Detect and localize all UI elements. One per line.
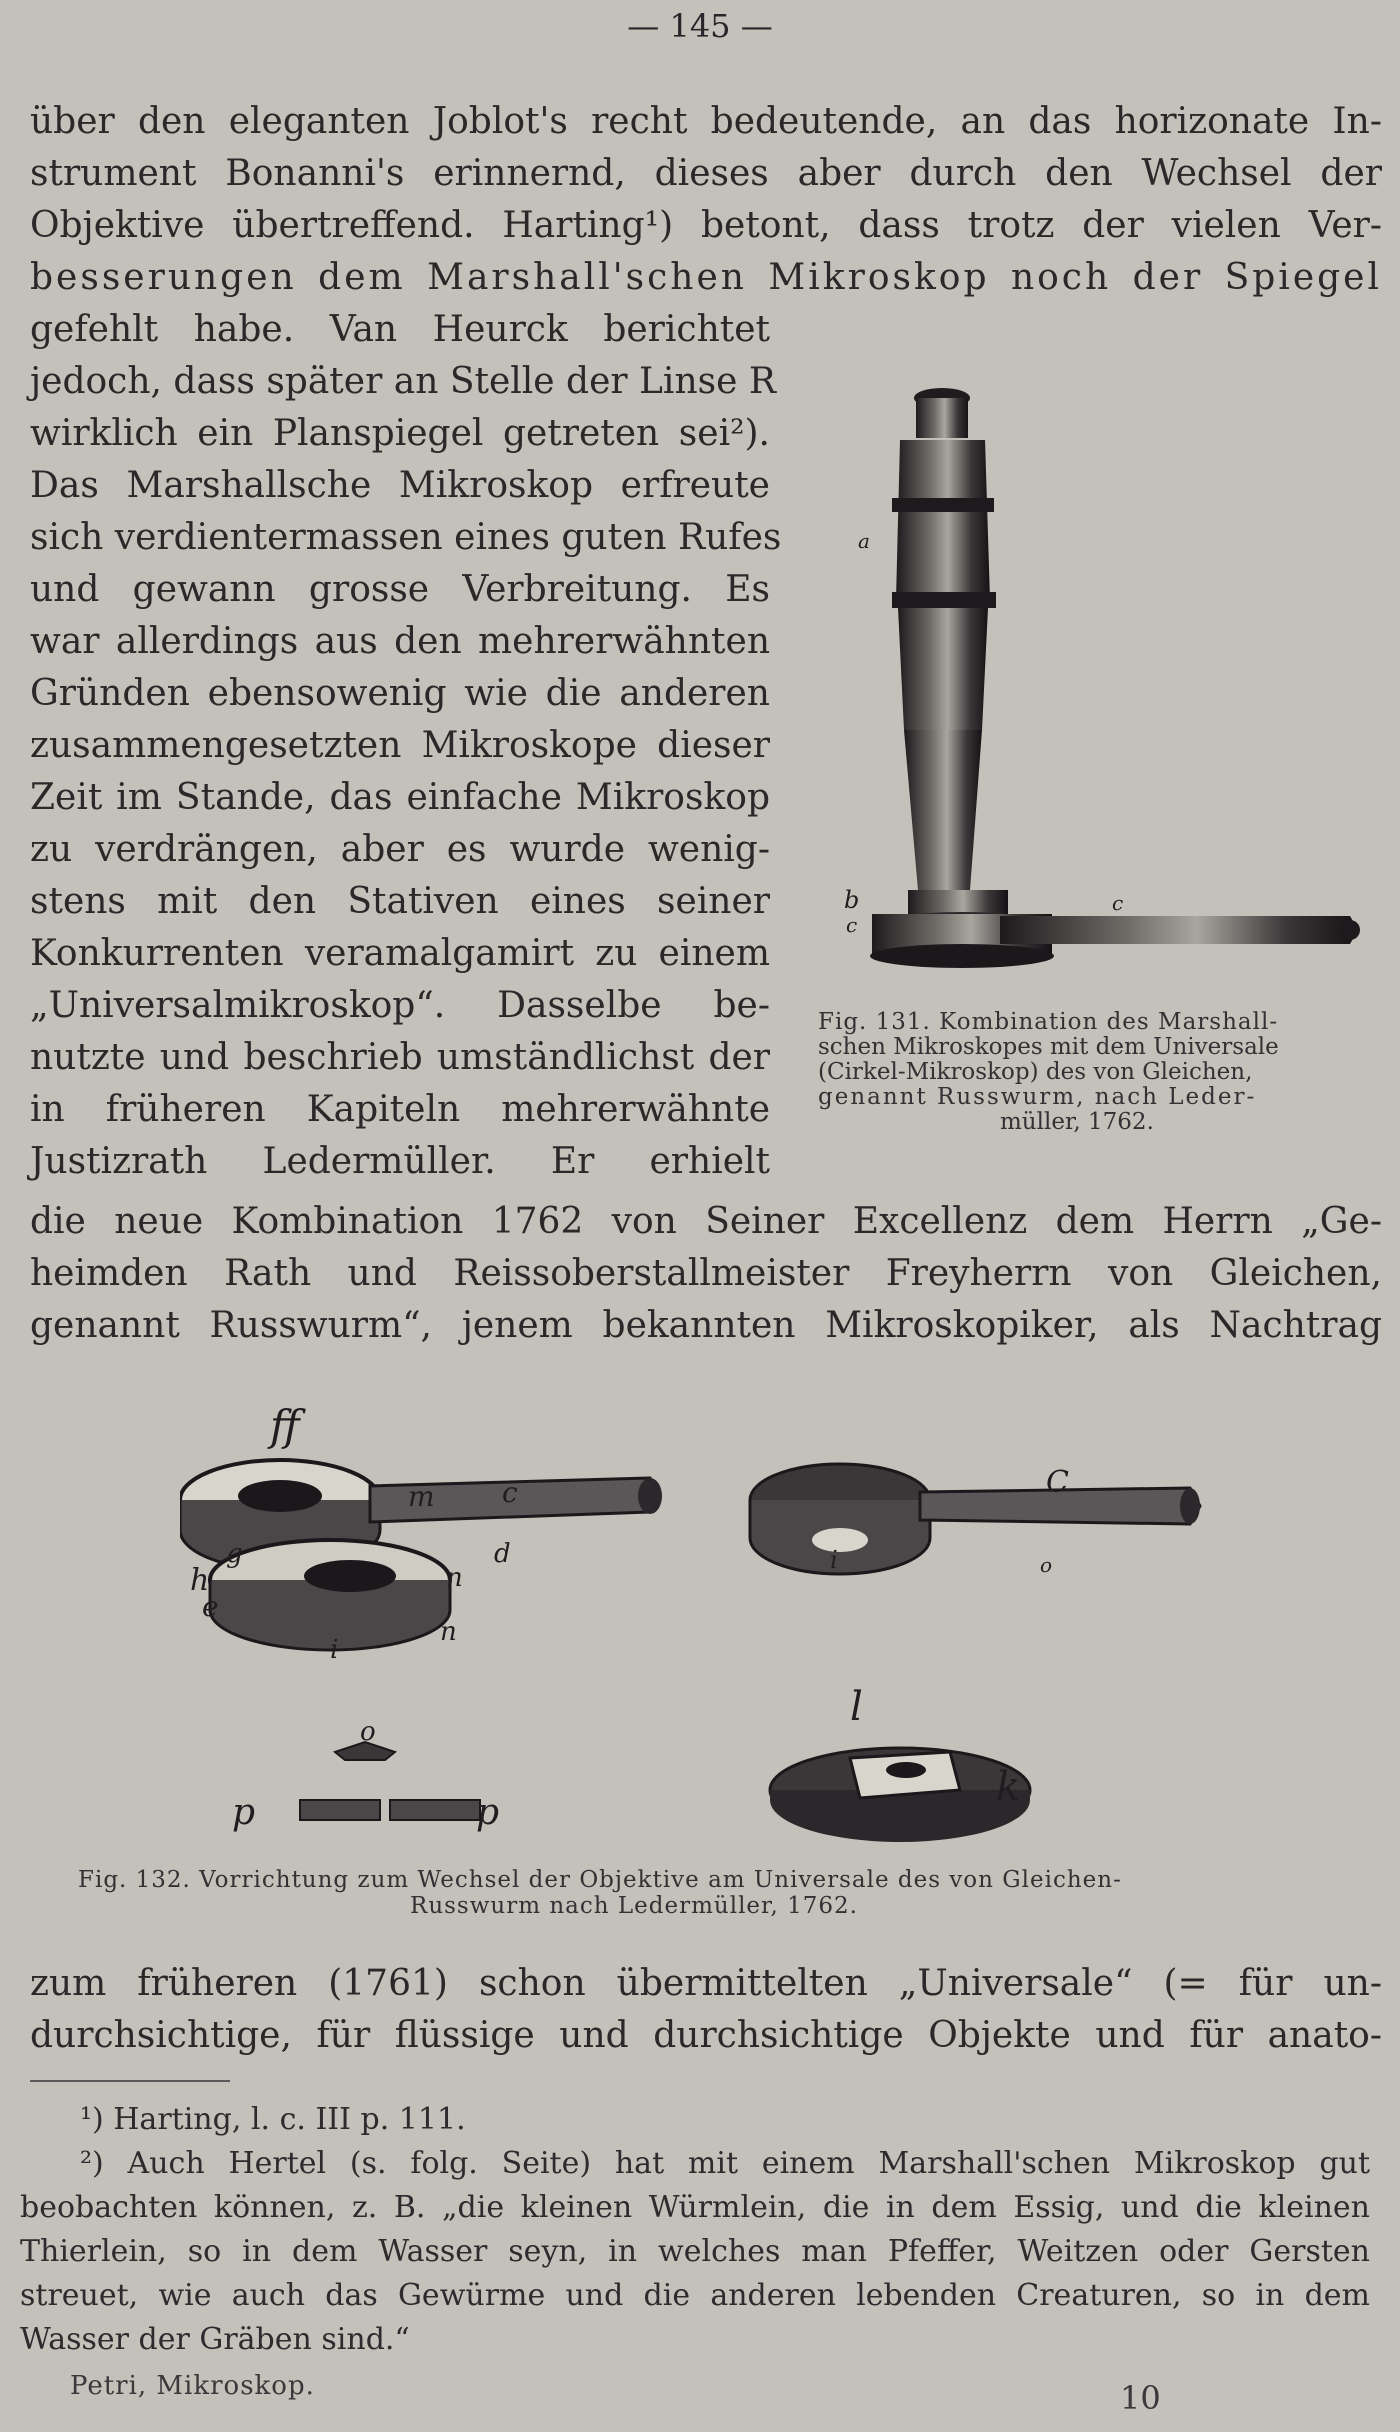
fig132-label-i2: i <box>830 1546 838 1574</box>
fig132-label-c: c <box>502 1476 518 1509</box>
fig131-caption-line: genannt Russwurm, nach Leder- <box>818 1084 1257 1110</box>
footnote-separator <box>30 2080 230 2082</box>
body-line: in früheren Kapiteln mehrerwähnte <box>30 1089 770 1130</box>
fig132-label-C: C <box>1046 1465 1069 1500</box>
body-line: durchsichtige, für flüssige und durchsichtige Objekte und für anato- <box>30 2015 1382 2056</box>
body-line: die neue Kombination 1762 von Seiner Excellenz dem Herrn „Ge- <box>30 1201 1382 1242</box>
body-line: war allerdings aus den mehrerwähnten <box>30 621 770 662</box>
footer-page-number: 10 <box>1120 2379 1161 2417</box>
footnote: Wasser der Gräben sind.“ <box>20 2322 410 2357</box>
figure-131 <box>830 370 1390 990</box>
fig132-label-l: l <box>850 1684 863 1730</box>
fig132-label-ff: ff <box>270 1401 300 1450</box>
fig132-label-m: m <box>408 1480 435 1513</box>
page-number: — 145 — <box>627 7 773 45</box>
fig132-label-e: e <box>202 1590 219 1623</box>
fig132-label-g: g <box>226 1539 243 1569</box>
fig132-label-o2: o <box>360 1717 376 1747</box>
fig132-label-n: n <box>446 1563 463 1593</box>
body-line: Gründen ebensowenig wie die anderen <box>30 673 770 714</box>
fig132-caption-line: Fig. 132. Vorrichtung zum Wechsel der Objektive am Universale des von Gleichen- <box>78 1867 1122 1893</box>
fig132-label-k: k <box>996 1764 1021 1810</box>
fig132-label-p: p <box>232 1792 256 1833</box>
fig131-label-a: a <box>858 529 870 553</box>
body-line: heimden Rath und Reissoberstallmeister Freyherrn von Gleichen, <box>30 1253 1382 1294</box>
fig132-label-o: o <box>1040 1553 1053 1577</box>
fig132-label-i: i <box>330 1635 339 1665</box>
body-line: genannt Russwurm“, jenem bekannten Mikroskopiker, als Nachtrag <box>30 1305 1382 1346</box>
body-line: stens mit den Stativen eines seiner <box>30 881 770 922</box>
figure-132 <box>180 1390 1240 1860</box>
body-line: zu verdrängen, aber es wurde wenig- <box>30 829 770 870</box>
fig131-label-c2: c <box>1112 891 1124 915</box>
fig132-caption-line: Russwurm nach Ledermüller, 1762. <box>410 1893 858 1919</box>
body-line: wirklich ein Planspiegel getreten sei²). <box>30 413 770 454</box>
objective-changer-illustration <box>180 1390 1240 1860</box>
fig131-label-c: c <box>846 913 858 937</box>
body-line: zusammengesetzten Mikroskope dieser <box>30 725 770 766</box>
fig132-label-p2: p <box>476 1792 500 1833</box>
fig131-caption-line: müller, 1762. <box>1000 1109 1154 1135</box>
body-line: gefehlt habe. Van Heurck berichtet <box>30 309 770 350</box>
body-line: sich verdientermassen eines guten Rufes <box>30 517 782 558</box>
microscope-illustration <box>830 370 1390 990</box>
body-line: Justizrath Ledermüller. Er erhielt <box>30 1141 770 1182</box>
body-line: Konkurrenten veramalgamirt zu einem <box>30 933 770 974</box>
body-line: jedoch, dass später an Stelle der Linse R <box>30 361 776 402</box>
body-line: „Universalmikroskop“. Dasselbe be- <box>30 985 770 1026</box>
footer-left: Petri, Mikroskop. <box>70 2371 315 2401</box>
footnote: ¹) Harting, l. c. III p. 111. <box>80 2102 466 2137</box>
fig131-caption-line: schen Mikroskopes mit dem Universale <box>818 1034 1279 1060</box>
fig131-caption-line: (Cirkel-Mikroskop) des von Gleichen, <box>818 1059 1253 1085</box>
fig131-label-b: b <box>844 886 860 914</box>
fig132-label-h: h <box>190 1563 210 1598</box>
body-line: Das Marshallsche Mikroskop erfreute <box>30 465 770 506</box>
footnote: Thierlein, so in dem Wasser seyn, in welches man Pfeffer, Weitzen oder Gersten <box>20 2234 1370 2269</box>
body-line: Zeit im Stande, das einfache Mikroskop <box>30 777 770 818</box>
fig132-label-n2: n <box>440 1617 457 1647</box>
body-line: besserungen dem Marshall'schen Mikroskop noch der Spiegel <box>30 257 1382 298</box>
fig132-label-d: d <box>494 1539 511 1569</box>
body-line: über den eleganten Joblot's recht bedeutende, an das horizonate In- <box>30 101 1382 142</box>
footnote: beobachten können, z. B. „die kleinen Würmlein, die in dem Essig, und die kleinen <box>20 2190 1370 2225</box>
footnote: streuet, wie auch das Gewürme und die anderen lebenden Creaturen, so in dem <box>20 2278 1370 2313</box>
body-line: und gewann grosse Verbreitung. Es <box>30 569 770 610</box>
body-line: strument Bonanni's erinnernd, dieses aber durch den Wechsel der <box>30 153 1382 194</box>
footnote: ²) Auch Hertel (s. folg. Seite) hat mit einem Marshall'schen Mikroskop gut <box>80 2146 1370 2181</box>
body-line: nutzte und beschrieb umständlichst der <box>30 1037 770 1078</box>
body-line: Objektive übertreffend. Harting¹) betont, dass trotz der vielen Ver- <box>30 205 1382 246</box>
fig131-caption-line: Fig. 131. Kombination des Marshall- <box>818 1009 1279 1035</box>
body-line: zum früheren (1761) schon übermittelten „Universale“ (= für un- <box>30 1963 1382 2004</box>
